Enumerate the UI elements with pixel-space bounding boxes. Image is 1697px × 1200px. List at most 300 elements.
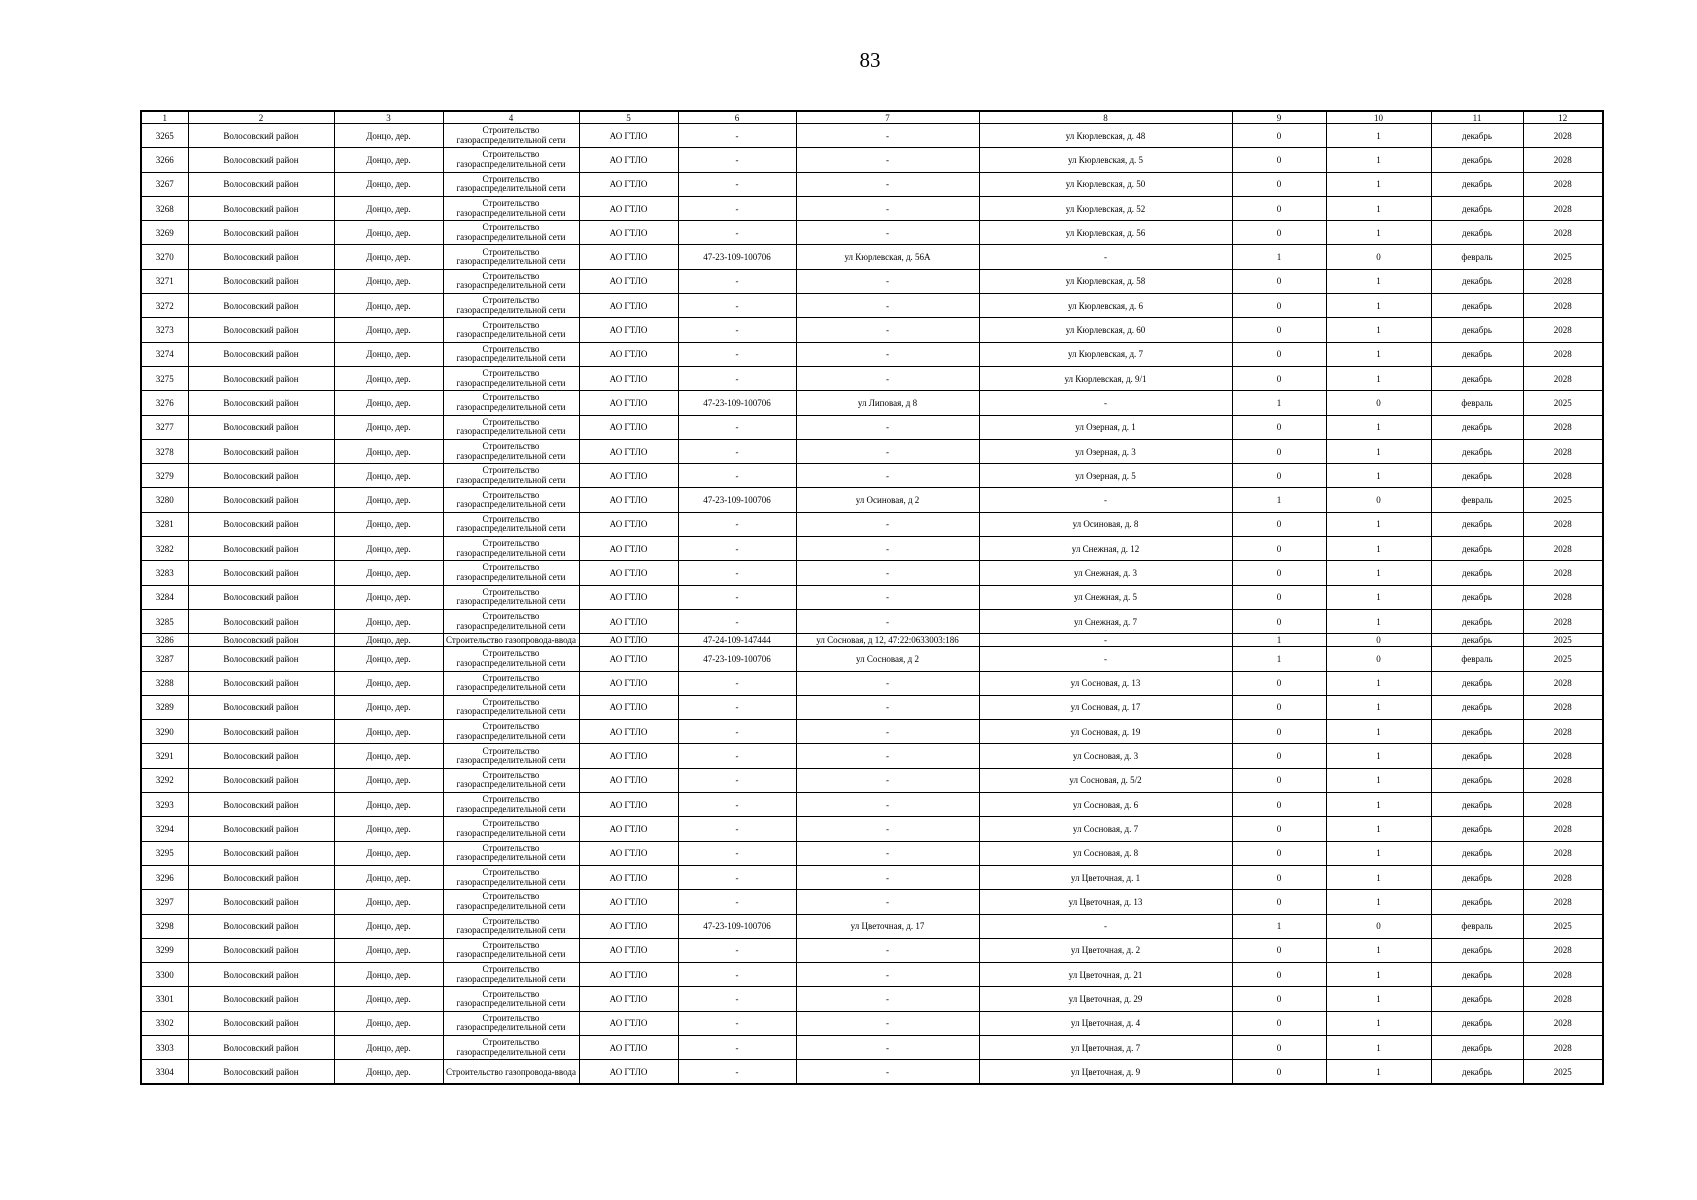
table-cell: - <box>678 221 796 245</box>
table-cell: - <box>678 585 796 609</box>
table-cell: АО ГТЛО <box>579 464 678 488</box>
table-cell: Строительство газораспределительной сети <box>443 561 579 585</box>
table-cell: Донцо, дер. <box>334 269 443 293</box>
table-cell: 1 <box>1232 488 1326 512</box>
table-cell: 2025 <box>1523 647 1603 671</box>
table-cell: февраль <box>1431 914 1523 938</box>
table-cell: 2028 <box>1523 841 1603 865</box>
table-cell: 0 <box>1232 768 1326 792</box>
table-cell: Строительство газораспределительной сети <box>443 512 579 536</box>
table-row <box>141 221 1603 245</box>
table-cell: Строительство газораспределительной сети <box>443 488 579 512</box>
table-cell: 0 <box>1232 196 1326 220</box>
table-cell: АО ГТЛО <box>579 938 678 962</box>
table-cell: - <box>678 817 796 841</box>
table-cell: 1 <box>1326 366 1431 390</box>
table-cell: Волосовский район <box>188 561 334 585</box>
table-cell: Волосовский район <box>188 671 334 695</box>
table-cell: 0 <box>1232 148 1326 172</box>
table-cell: АО ГТЛО <box>579 537 678 561</box>
table-cell: Донцо, дер. <box>334 987 443 1011</box>
table-cell: Донцо, дер. <box>334 221 443 245</box>
table-cell: Волосовский район <box>188 768 334 792</box>
table-cell: 1 <box>1326 609 1431 633</box>
table-cell: 1 <box>1326 695 1431 719</box>
table-cell: Строительство газораспределительной сети <box>443 342 579 366</box>
column-header: 12 <box>1523 111 1603 124</box>
table-cell: - <box>796 890 979 914</box>
table-cell: Донцо, дер. <box>334 865 443 889</box>
table-cell: - <box>796 938 979 962</box>
table-body <box>141 124 1603 1085</box>
table-cell: Донцо, дер. <box>334 124 443 148</box>
table-cell: декабрь <box>1431 221 1523 245</box>
table-cell: Строительство газораспределительной сети <box>443 148 579 172</box>
table-cell: 2028 <box>1523 221 1603 245</box>
table-cell: АО ГТЛО <box>579 488 678 512</box>
table-cell: 2028 <box>1523 512 1603 536</box>
table-cell: - <box>796 269 979 293</box>
table-cell: Волосовский район <box>188 585 334 609</box>
table-cell: 3270 <box>141 245 188 269</box>
table-cell: декабрь <box>1431 172 1523 196</box>
table-cell: 2028 <box>1523 366 1603 390</box>
table-cell: 1 <box>1326 768 1431 792</box>
table-cell: 0 <box>1232 744 1326 768</box>
table-cell: 1 <box>1232 245 1326 269</box>
table-cell: ул Цветочная, д. 21 <box>979 963 1232 987</box>
table-cell: ул Кюрлевская, д. 9/1 <box>979 366 1232 390</box>
table-row <box>141 647 1603 671</box>
table-cell: - <box>979 391 1232 415</box>
table-cell: Волосовский район <box>188 938 334 962</box>
table-cell: 0 <box>1232 318 1326 342</box>
table-cell: 3272 <box>141 294 188 318</box>
table-cell: Строительство газораспределительной сети <box>443 987 579 1011</box>
table-cell: ул Снежная, д. 5 <box>979 585 1232 609</box>
table-cell: Строительство газораспределительной сети <box>443 671 579 695</box>
table-cell: 1 <box>1326 987 1431 1011</box>
table-cell: 2028 <box>1523 671 1603 695</box>
table-cell: Волосовский район <box>188 963 334 987</box>
table-row <box>141 366 1603 390</box>
column-header: 11 <box>1431 111 1523 124</box>
table-cell: Строительство газораспределительной сети <box>443 294 579 318</box>
table-cell: Донцо, дер. <box>334 172 443 196</box>
table-cell: Строительство газораспределительной сети <box>443 938 579 962</box>
table-cell: Донцо, дер. <box>334 561 443 585</box>
table-cell: ул Кюрлевская, д. 60 <box>979 318 1232 342</box>
table-row <box>141 817 1603 841</box>
table-cell: 3297 <box>141 890 188 914</box>
table-cell: - <box>796 744 979 768</box>
table-cell: декабрь <box>1431 464 1523 488</box>
table-cell: Строительство газораспределительной сети <box>443 439 579 463</box>
table-cell: декабрь <box>1431 537 1523 561</box>
table-cell: - <box>678 415 796 439</box>
table-cell: 1 <box>1326 585 1431 609</box>
table-cell: - <box>796 318 979 342</box>
table-cell: АО ГТЛО <box>579 768 678 792</box>
table-cell: АО ГТЛО <box>579 890 678 914</box>
table-cell: 0 <box>1326 914 1431 938</box>
table-cell: АО ГТЛО <box>579 634 678 647</box>
table-cell: 1 <box>1326 318 1431 342</box>
table-cell: 1 <box>1326 464 1431 488</box>
table-cell: - <box>796 817 979 841</box>
table-cell: Донцо, дер. <box>334 196 443 220</box>
table-cell: Донцо, дер. <box>334 415 443 439</box>
table-cell: 2028 <box>1523 695 1603 719</box>
table-cell: 3301 <box>141 987 188 1011</box>
table-cell: АО ГТЛО <box>579 124 678 148</box>
table-cell: ул Сосновая, д 2 <box>796 647 979 671</box>
table-cell: Строительство газораспределительной сети <box>443 890 579 914</box>
table-cell: ул Сосновая, д. 13 <box>979 671 1232 695</box>
table-cell: декабрь <box>1431 841 1523 865</box>
table-cell: 3282 <box>141 537 188 561</box>
table-cell: 0 <box>1232 537 1326 561</box>
table-cell: 0 <box>1232 172 1326 196</box>
table-cell: 0 <box>1326 391 1431 415</box>
table-cell: 0 <box>1326 634 1431 647</box>
table-cell: 0 <box>1232 963 1326 987</box>
table-row <box>141 744 1603 768</box>
table-cell: 0 <box>1232 464 1326 488</box>
table-cell: - <box>796 768 979 792</box>
table-cell: 1 <box>1232 391 1326 415</box>
table-cell: Волосовский район <box>188 914 334 938</box>
table-cell: ул Липовая, д 8 <box>796 391 979 415</box>
table-cell: ул Сосновая, д 12, 47:22:0633003:186 <box>796 634 979 647</box>
table-cell: декабрь <box>1431 294 1523 318</box>
table-row <box>141 148 1603 172</box>
table-cell: 0 <box>1232 841 1326 865</box>
table-cell: ул Кюрлевская, д. 56А <box>796 245 979 269</box>
table-cell: Донцо, дер. <box>334 720 443 744</box>
table-cell: 2028 <box>1523 938 1603 962</box>
table-cell: ул Цветочная, д. 2 <box>979 938 1232 962</box>
table-row <box>141 768 1603 792</box>
table-cell: ул Осиновая, д. 8 <box>979 512 1232 536</box>
table-cell: 3279 <box>141 464 188 488</box>
register-table <box>140 110 1604 1085</box>
table-cell: 47-23-109-100706 <box>678 647 796 671</box>
table-cell: Строительство газораспределительной сети <box>443 768 579 792</box>
table-row <box>141 671 1603 695</box>
table-cell: 0 <box>1326 488 1431 512</box>
table-cell: Строительство газораспределительной сети <box>443 647 579 671</box>
table-cell: Волосовский район <box>188 269 334 293</box>
table-cell: - <box>979 634 1232 647</box>
table-cell: АО ГТЛО <box>579 841 678 865</box>
table-cell: - <box>796 1011 979 1035</box>
table-cell: Волосовский район <box>188 1035 334 1059</box>
table-cell: - <box>678 512 796 536</box>
table-cell: 47-23-109-100706 <box>678 391 796 415</box>
table-cell: ул Кюрлевская, д. 52 <box>979 196 1232 220</box>
table-cell: Строительство газораспределительной сети <box>443 865 579 889</box>
table-cell: 1 <box>1326 148 1431 172</box>
table-cell: АО ГТЛО <box>579 914 678 938</box>
table-cell: 2028 <box>1523 865 1603 889</box>
table-cell: 3296 <box>141 865 188 889</box>
table-cell: декабрь <box>1431 695 1523 719</box>
table-cell: - <box>796 439 979 463</box>
table-cell: Строительство газораспределительной сети <box>443 366 579 390</box>
table-row <box>141 415 1603 439</box>
table-cell: февраль <box>1431 391 1523 415</box>
table-cell: 2028 <box>1523 196 1603 220</box>
table-cell: 1 <box>1326 439 1431 463</box>
table-cell: ул Цветочная, д. 29 <box>979 987 1232 1011</box>
table-cell: - <box>678 439 796 463</box>
table-cell: АО ГТЛО <box>579 318 678 342</box>
table-cell: 1 <box>1326 720 1431 744</box>
table-cell: 2028 <box>1523 318 1603 342</box>
table-cell: - <box>796 609 979 633</box>
table-cell: 2028 <box>1523 1035 1603 1059</box>
table-cell: - <box>979 647 1232 671</box>
table-cell: ул Осиновая, д 2 <box>796 488 979 512</box>
table-row <box>141 196 1603 220</box>
table-cell: 0 <box>1232 221 1326 245</box>
table-cell: 2028 <box>1523 609 1603 633</box>
table-cell: 1 <box>1326 1035 1431 1059</box>
table-cell: - <box>678 720 796 744</box>
table-row <box>141 634 1603 647</box>
table-cell: 2028 <box>1523 1011 1603 1035</box>
column-header: 4 <box>443 111 579 124</box>
table-cell: Строительство газораспределительной сети <box>443 124 579 148</box>
table-row <box>141 793 1603 817</box>
table-cell: 1 <box>1326 172 1431 196</box>
table-cell: АО ГТЛО <box>579 1011 678 1035</box>
table-cell: 2025 <box>1523 245 1603 269</box>
table-cell: 0 <box>1232 1060 1326 1084</box>
table-cell: Волосовский район <box>188 172 334 196</box>
table-cell: 3280 <box>141 488 188 512</box>
table-cell: 0 <box>1232 124 1326 148</box>
table-row <box>141 245 1603 269</box>
table-cell: - <box>678 464 796 488</box>
table-cell: Волосовский район <box>188 342 334 366</box>
table-cell: Донцо, дер. <box>334 464 443 488</box>
table-cell: - <box>796 464 979 488</box>
table-cell: Волосовский район <box>188 464 334 488</box>
table-cell: Строительство газораспределительной сети <box>443 391 579 415</box>
table-cell: Донцо, дер. <box>334 817 443 841</box>
table-cell: - <box>796 963 979 987</box>
table-cell: ул Сосновая, д. 17 <box>979 695 1232 719</box>
column-header: 1 <box>141 111 188 124</box>
table-cell: декабрь <box>1431 269 1523 293</box>
table-cell: 3298 <box>141 914 188 938</box>
table-cell: АО ГТЛО <box>579 439 678 463</box>
table-cell: Донцо, дер. <box>334 695 443 719</box>
table-cell: 0 <box>1232 938 1326 962</box>
table-cell: АО ГТЛО <box>579 695 678 719</box>
table-cell: 2028 <box>1523 415 1603 439</box>
table-row <box>141 609 1603 633</box>
table-cell: АО ГТЛО <box>579 720 678 744</box>
table-cell: 2025 <box>1523 488 1603 512</box>
table-cell: ул Снежная, д. 7 <box>979 609 1232 633</box>
table-cell: 1 <box>1326 415 1431 439</box>
table-cell: ул Сосновая, д. 3 <box>979 744 1232 768</box>
table-cell: Донцо, дер. <box>334 512 443 536</box>
table-cell: Волосовский район <box>188 793 334 817</box>
table-cell: Строительство газопровода-ввода <box>443 634 579 647</box>
table-cell: ул Сосновая, д. 19 <box>979 720 1232 744</box>
table-cell: декабрь <box>1431 561 1523 585</box>
table-cell: Строительство газораспределительной сети <box>443 914 579 938</box>
table-cell: ул Кюрлевская, д. 50 <box>979 172 1232 196</box>
table-cell: Донцо, дер. <box>334 585 443 609</box>
column-header: 7 <box>796 111 979 124</box>
table-cell: - <box>678 342 796 366</box>
table-cell: Волосовский район <box>188 634 334 647</box>
table-cell: Донцо, дер. <box>334 488 443 512</box>
table-cell: 0 <box>1232 1035 1326 1059</box>
table-cell: - <box>678 172 796 196</box>
table-cell: - <box>796 865 979 889</box>
table-cell: 3302 <box>141 1011 188 1035</box>
table-cell: 3285 <box>141 609 188 633</box>
table-cell: 3286 <box>141 634 188 647</box>
table-cell: 1 <box>1326 561 1431 585</box>
table-cell: 0 <box>1232 415 1326 439</box>
table-cell: - <box>796 366 979 390</box>
table-cell: 3291 <box>141 744 188 768</box>
table-cell: декабрь <box>1431 366 1523 390</box>
table-row <box>141 439 1603 463</box>
table-row <box>141 695 1603 719</box>
table-cell: АО ГТЛО <box>579 963 678 987</box>
table-cell: 1 <box>1326 269 1431 293</box>
table-cell: Донцо, дер. <box>334 391 443 415</box>
table-cell: декабрь <box>1431 1035 1523 1059</box>
table-cell: Волосовский район <box>188 1011 334 1035</box>
table-cell: декабрь <box>1431 938 1523 962</box>
table-cell: 2028 <box>1523 817 1603 841</box>
column-header: 3 <box>334 111 443 124</box>
table-cell: 0 <box>1232 342 1326 366</box>
table-cell: 1 <box>1326 963 1431 987</box>
table-cell: Строительство газораспределительной сети <box>443 695 579 719</box>
table-cell: Донцо, дер. <box>334 148 443 172</box>
table-cell: 1 <box>1326 744 1431 768</box>
table-cell: Волосовский район <box>188 294 334 318</box>
table-cell: 3290 <box>141 720 188 744</box>
table-cell: Донцо, дер. <box>334 793 443 817</box>
table-cell: 3275 <box>141 366 188 390</box>
table-cell: ул Сосновая, д. 5/2 <box>979 768 1232 792</box>
table-cell: ул Озерная, д. 3 <box>979 439 1232 463</box>
table-cell: 3295 <box>141 841 188 865</box>
table-cell: 3292 <box>141 768 188 792</box>
table-cell: Строительство газораспределительной сети <box>443 196 579 220</box>
table-cell: 2028 <box>1523 294 1603 318</box>
table-cell: 3284 <box>141 585 188 609</box>
table-cell: ул Цветочная, д. 13 <box>979 890 1232 914</box>
table-cell: Строительство газораспределительной сети <box>443 609 579 633</box>
table-cell: 0 <box>1232 269 1326 293</box>
table-cell: ул Кюрлевская, д. 58 <box>979 269 1232 293</box>
table-cell: Донцо, дер. <box>334 318 443 342</box>
table-row <box>141 585 1603 609</box>
table-cell: АО ГТЛО <box>579 245 678 269</box>
table-cell: Волосовский район <box>188 537 334 561</box>
table-row <box>141 1011 1603 1035</box>
table-cell: - <box>678 695 796 719</box>
table-row <box>141 720 1603 744</box>
table-cell: 3281 <box>141 512 188 536</box>
table-cell: Строительство газораспределительной сети <box>443 269 579 293</box>
table-cell: Строительство газораспределительной сети <box>443 793 579 817</box>
table-row <box>141 963 1603 987</box>
table-cell: 3294 <box>141 817 188 841</box>
table-cell: 2028 <box>1523 464 1603 488</box>
table-cell: 3289 <box>141 695 188 719</box>
table-row <box>141 537 1603 561</box>
table-cell: АО ГТЛО <box>579 512 678 536</box>
table-cell: декабрь <box>1431 439 1523 463</box>
table-cell: АО ГТЛО <box>579 561 678 585</box>
table-cell: 3303 <box>141 1035 188 1059</box>
table-cell: Строительство газораспределительной сети <box>443 841 579 865</box>
table-cell: декабрь <box>1431 415 1523 439</box>
table-cell: - <box>796 671 979 695</box>
table-cell: Донцо, дер. <box>334 245 443 269</box>
table-cell: 1 <box>1232 647 1326 671</box>
table-cell: Донцо, дер. <box>334 537 443 561</box>
table-cell: декабрь <box>1431 1011 1523 1035</box>
table-cell: - <box>796 221 979 245</box>
table-cell: Волосовский район <box>188 890 334 914</box>
table-cell: - <box>678 890 796 914</box>
table-cell: Донцо, дер. <box>334 366 443 390</box>
table-cell: - <box>678 744 796 768</box>
table-cell: 0 <box>1232 720 1326 744</box>
table-cell: Волосовский район <box>188 221 334 245</box>
table-cell: ул Цветочная, д. 17 <box>796 914 979 938</box>
table-cell: Донцо, дер. <box>334 768 443 792</box>
table-row <box>141 512 1603 536</box>
table-row <box>141 391 1603 415</box>
table-cell: 0 <box>1232 793 1326 817</box>
table-cell: - <box>796 512 979 536</box>
table-cell: ул Озерная, д. 5 <box>979 464 1232 488</box>
table-cell: 2028 <box>1523 793 1603 817</box>
table-row <box>141 318 1603 342</box>
table-cell: 3266 <box>141 148 188 172</box>
table-cell: - <box>678 841 796 865</box>
table-cell: Строительство газораспределительной сети <box>443 464 579 488</box>
table-cell: 3277 <box>141 415 188 439</box>
table-cell: 2028 <box>1523 269 1603 293</box>
table-cell: Волосовский район <box>188 720 334 744</box>
table-cell: Донцо, дер. <box>334 609 443 633</box>
table-cell: - <box>678 148 796 172</box>
table-cell: Донцо, дер. <box>334 744 443 768</box>
table-cell: - <box>678 671 796 695</box>
table-cell: АО ГТЛО <box>579 793 678 817</box>
table-cell: декабрь <box>1431 512 1523 536</box>
table-cell: декабрь <box>1431 124 1523 148</box>
table-cell: 3273 <box>141 318 188 342</box>
table-cell: ул Озерная, д. 1 <box>979 415 1232 439</box>
